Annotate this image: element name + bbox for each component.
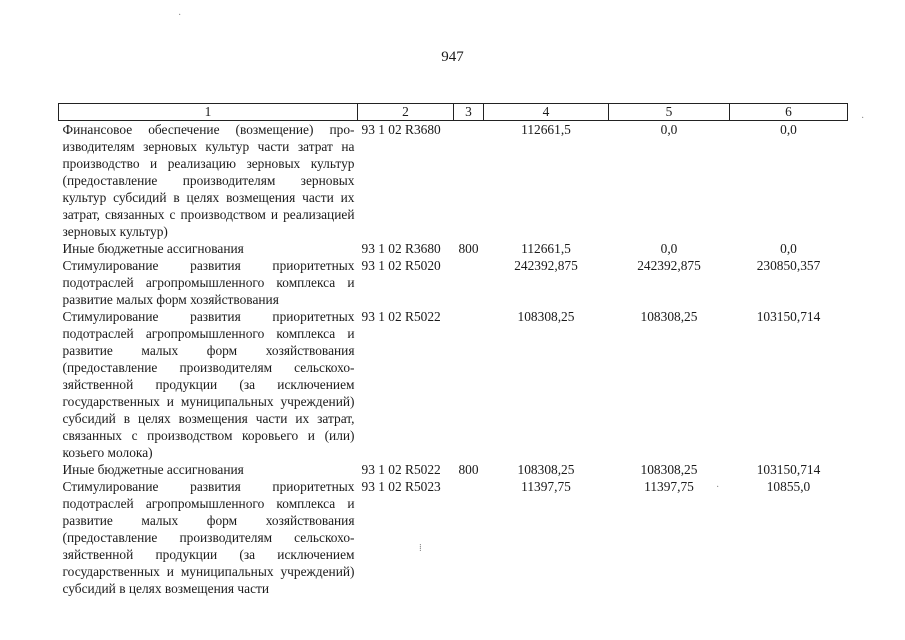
row-code: 93 1 02 R3680 [361,122,441,137]
scan-speck: · [716,482,720,493]
row-value-6: 230850,357 [756,258,821,273]
row-value-4: 108308,25 [517,309,575,324]
row-code: 93 1 02 R5020 [361,258,441,273]
col-header-6: 6 [730,104,848,121]
row-value-4: 11397,75 [521,479,571,494]
scan-speck: ⁞ [419,543,422,554]
row-name: Иные бюджетные ассигнования [62,241,244,256]
row-value-5: 242392,875 [637,258,701,273]
row-type [454,478,484,597]
page-number: 947 [441,49,464,65]
row-name: Стимулирование развития приоритетных подотраслей агропромышленного комплекса и развитие малых форм хозяйствования (предоставление производителям сельскохозяйственной продукции (за исключением государственных и муниципальных учреждений) субсидий в целях возмещения части [62,479,355,596]
row-code: 93 1 02 R3680 [361,241,441,256]
row-code: 93 1 02 R5022 [361,462,441,477]
row-value-6: 103150,714 [756,309,821,324]
row-value-6: 10855,0 [766,479,811,494]
col-header-3: 3 [454,104,484,121]
table-row [59,240,848,257]
row-name: Иные бюджетные ассигнования [62,462,244,477]
row-value-4: 112661,5 [521,122,571,137]
row-value-5: 108308,25 [640,462,698,477]
row-name: Стимулирование развития приоритетных подотраслей агропромышленного комплекса и развитие малых форм хозяйствования (предоставление производителям сельскохозяйственной продукции (за исключением государственных и муниципальных учреждений) субсидий в целях возмещения части их затрат, связанных с производством коровьего и (или) козьего молока) [62,309,355,460]
row-code: 93 1 02 R5022 [361,309,441,324]
col-header-2: 2 [358,104,454,121]
row-value-6: 0,0 [780,241,797,256]
row-value-6: 103150,714 [756,462,821,477]
row-value-4: 108308,25 [517,462,575,477]
row-type [454,308,484,461]
table-row [59,308,848,461]
row-name: Финансовое обеспечение (возмещение) производителям зерновых культур части затрат на производство и реализацию зерновых культур (предоставление производителям зерновых культур субсидий в целях возмещения части их затрат, связанных с производством и реализацией зерновых культур) [62,122,355,239]
row-value-6: 0,0 [780,122,797,137]
col-header-5: 5 [609,104,730,121]
table-row [59,461,848,478]
row-value-5: 108308,25 [640,309,698,324]
row-value-4: 242392,875 [514,258,578,273]
scan-speck: · [178,10,182,21]
row-type [454,257,484,308]
table-row [59,257,848,308]
scan-speck: · [861,113,865,124]
row-name: Стимулирование развития приоритетных подотраслей агропромышленного комплекса и развитие малых форм хозяйствования [62,258,355,307]
row-value-5: 0,0 [660,122,678,137]
table-row [59,121,848,241]
row-type: 800 [458,462,479,477]
row-type [454,121,484,241]
row-type: 800 [458,241,479,256]
row-code: 93 1 02 R5023 [361,479,441,494]
budget-table [58,103,848,597]
row-value-5: 11397,75 [644,479,694,494]
row-value-5: 0,0 [660,241,678,256]
table-row [59,478,848,597]
table-header [59,104,848,121]
col-header-4: 4 [484,104,609,121]
col-header-1: 1 [59,104,358,121]
row-value-4: 112661,5 [521,241,571,256]
